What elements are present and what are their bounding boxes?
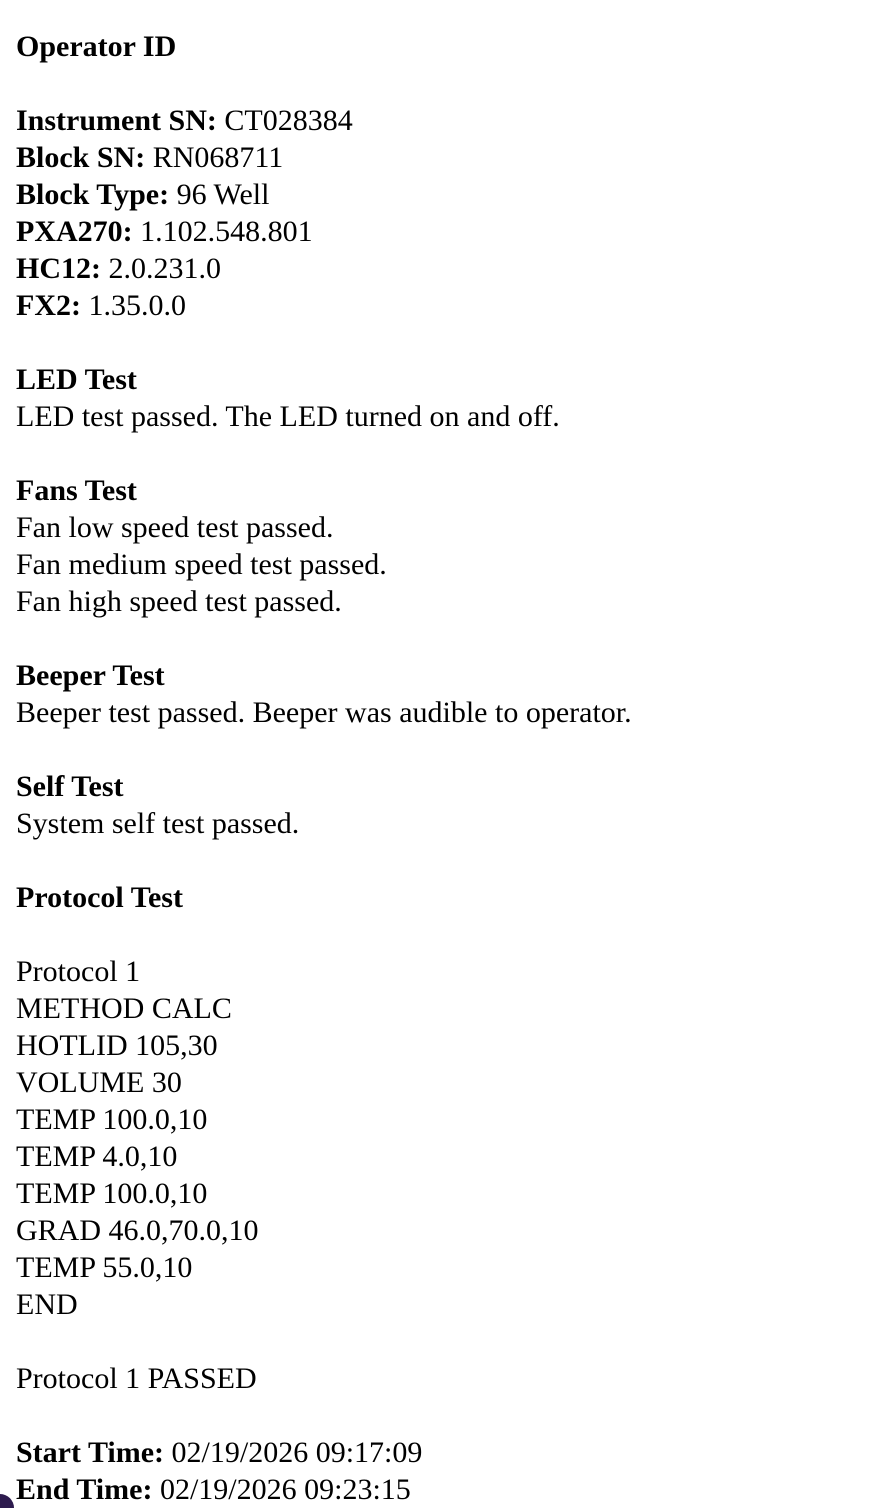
block-type-value: 96 Well (176, 178, 270, 211)
fx2-label: FX2: (16, 289, 81, 322)
protocol-line: METHOD CALC (16, 992, 232, 1025)
block-type-row (16, 176, 875, 213)
spacer (16, 620, 875, 657)
times-section (16, 1434, 875, 1508)
fan-low-result: Fan low speed test passed. (16, 511, 334, 544)
block-sn-value: RN068711 (152, 141, 284, 174)
hc12-row (16, 250, 875, 287)
pxa270-label: PXA270: (16, 215, 133, 248)
protocol-line: TEMP 100.0,10 (16, 1103, 208, 1136)
fx2-value: 1.35.0.0 (88, 289, 186, 322)
led-test-section (16, 361, 875, 435)
end-time-row (16, 1471, 875, 1508)
self-test-heading: Self Test (16, 770, 124, 803)
operator-id-heading: Operator ID (16, 30, 177, 63)
protocol-line: HOTLID 105,30 (16, 1029, 218, 1062)
hc12-label: HC12: (16, 252, 101, 285)
protocol-line: GRAD 46.0,70.0,10 (16, 1214, 259, 1247)
self-test-result: System self test passed. (16, 807, 300, 840)
start-time-label: Start Time: (16, 1436, 165, 1469)
instrument-sn-row (16, 102, 875, 139)
protocol-line: TEMP 55.0,10 (16, 1251, 193, 1284)
protocol-test-heading: Protocol Test (16, 881, 183, 914)
instrument-info (16, 102, 875, 324)
spacer (16, 1397, 875, 1434)
spacer (16, 842, 875, 879)
block-sn-row (16, 139, 875, 176)
protocol-line: TEMP 100.0,10 (16, 1177, 208, 1210)
pxa270-row (16, 213, 875, 250)
fan-high-result: Fan high speed test passed. (16, 585, 342, 618)
led-test-result: LED test passed. The LED turned on and off. (16, 400, 560, 433)
hc12-value: 2.0.231.0 (108, 252, 221, 285)
protocol-line: END (16, 1288, 78, 1321)
self-test-section (16, 768, 875, 842)
spacer (16, 324, 875, 361)
spacer (16, 65, 875, 102)
fx2-row (16, 287, 875, 324)
end-time-label: End Time: (16, 1473, 153, 1506)
beeper-test-result: Beeper test passed. Beeper was audible to operator. (16, 696, 632, 729)
instrument-sn-value: CT028384 (224, 104, 353, 137)
protocol-result: Protocol 1 PASSED (16, 1362, 257, 1395)
instrument-sn-label: Instrument SN: (16, 104, 217, 137)
protocol-line: VOLUME 30 (16, 1066, 182, 1099)
protocol-line: TEMP 4.0,10 (16, 1140, 178, 1173)
protocol-test-section (16, 879, 875, 1397)
pxa270-value: 1.102.548.801 (140, 215, 313, 248)
beeper-test-section (16, 657, 875, 731)
fans-test-section (16, 472, 875, 620)
start-time-value: 02/19/2026 09:17:09 (171, 1436, 423, 1469)
block-sn-label: Block SN: (16, 141, 146, 174)
window-corner-decoration (0, 1494, 14, 1508)
start-time-row (16, 1434, 875, 1471)
fan-medium-result: Fan medium speed test passed. (16, 548, 387, 581)
protocol-line: Protocol 1 (16, 955, 141, 988)
fans-test-heading: Fans Test (16, 474, 137, 507)
end-time-value: 02/19/2026 09:23:15 (159, 1473, 411, 1506)
led-test-heading: LED Test (16, 363, 137, 396)
spacer (16, 435, 875, 472)
spacer (16, 1323, 875, 1360)
spacer (16, 731, 875, 768)
beeper-test-heading: Beeper Test (16, 659, 165, 692)
block-type-label: Block Type: (16, 178, 170, 211)
spacer (16, 916, 875, 953)
